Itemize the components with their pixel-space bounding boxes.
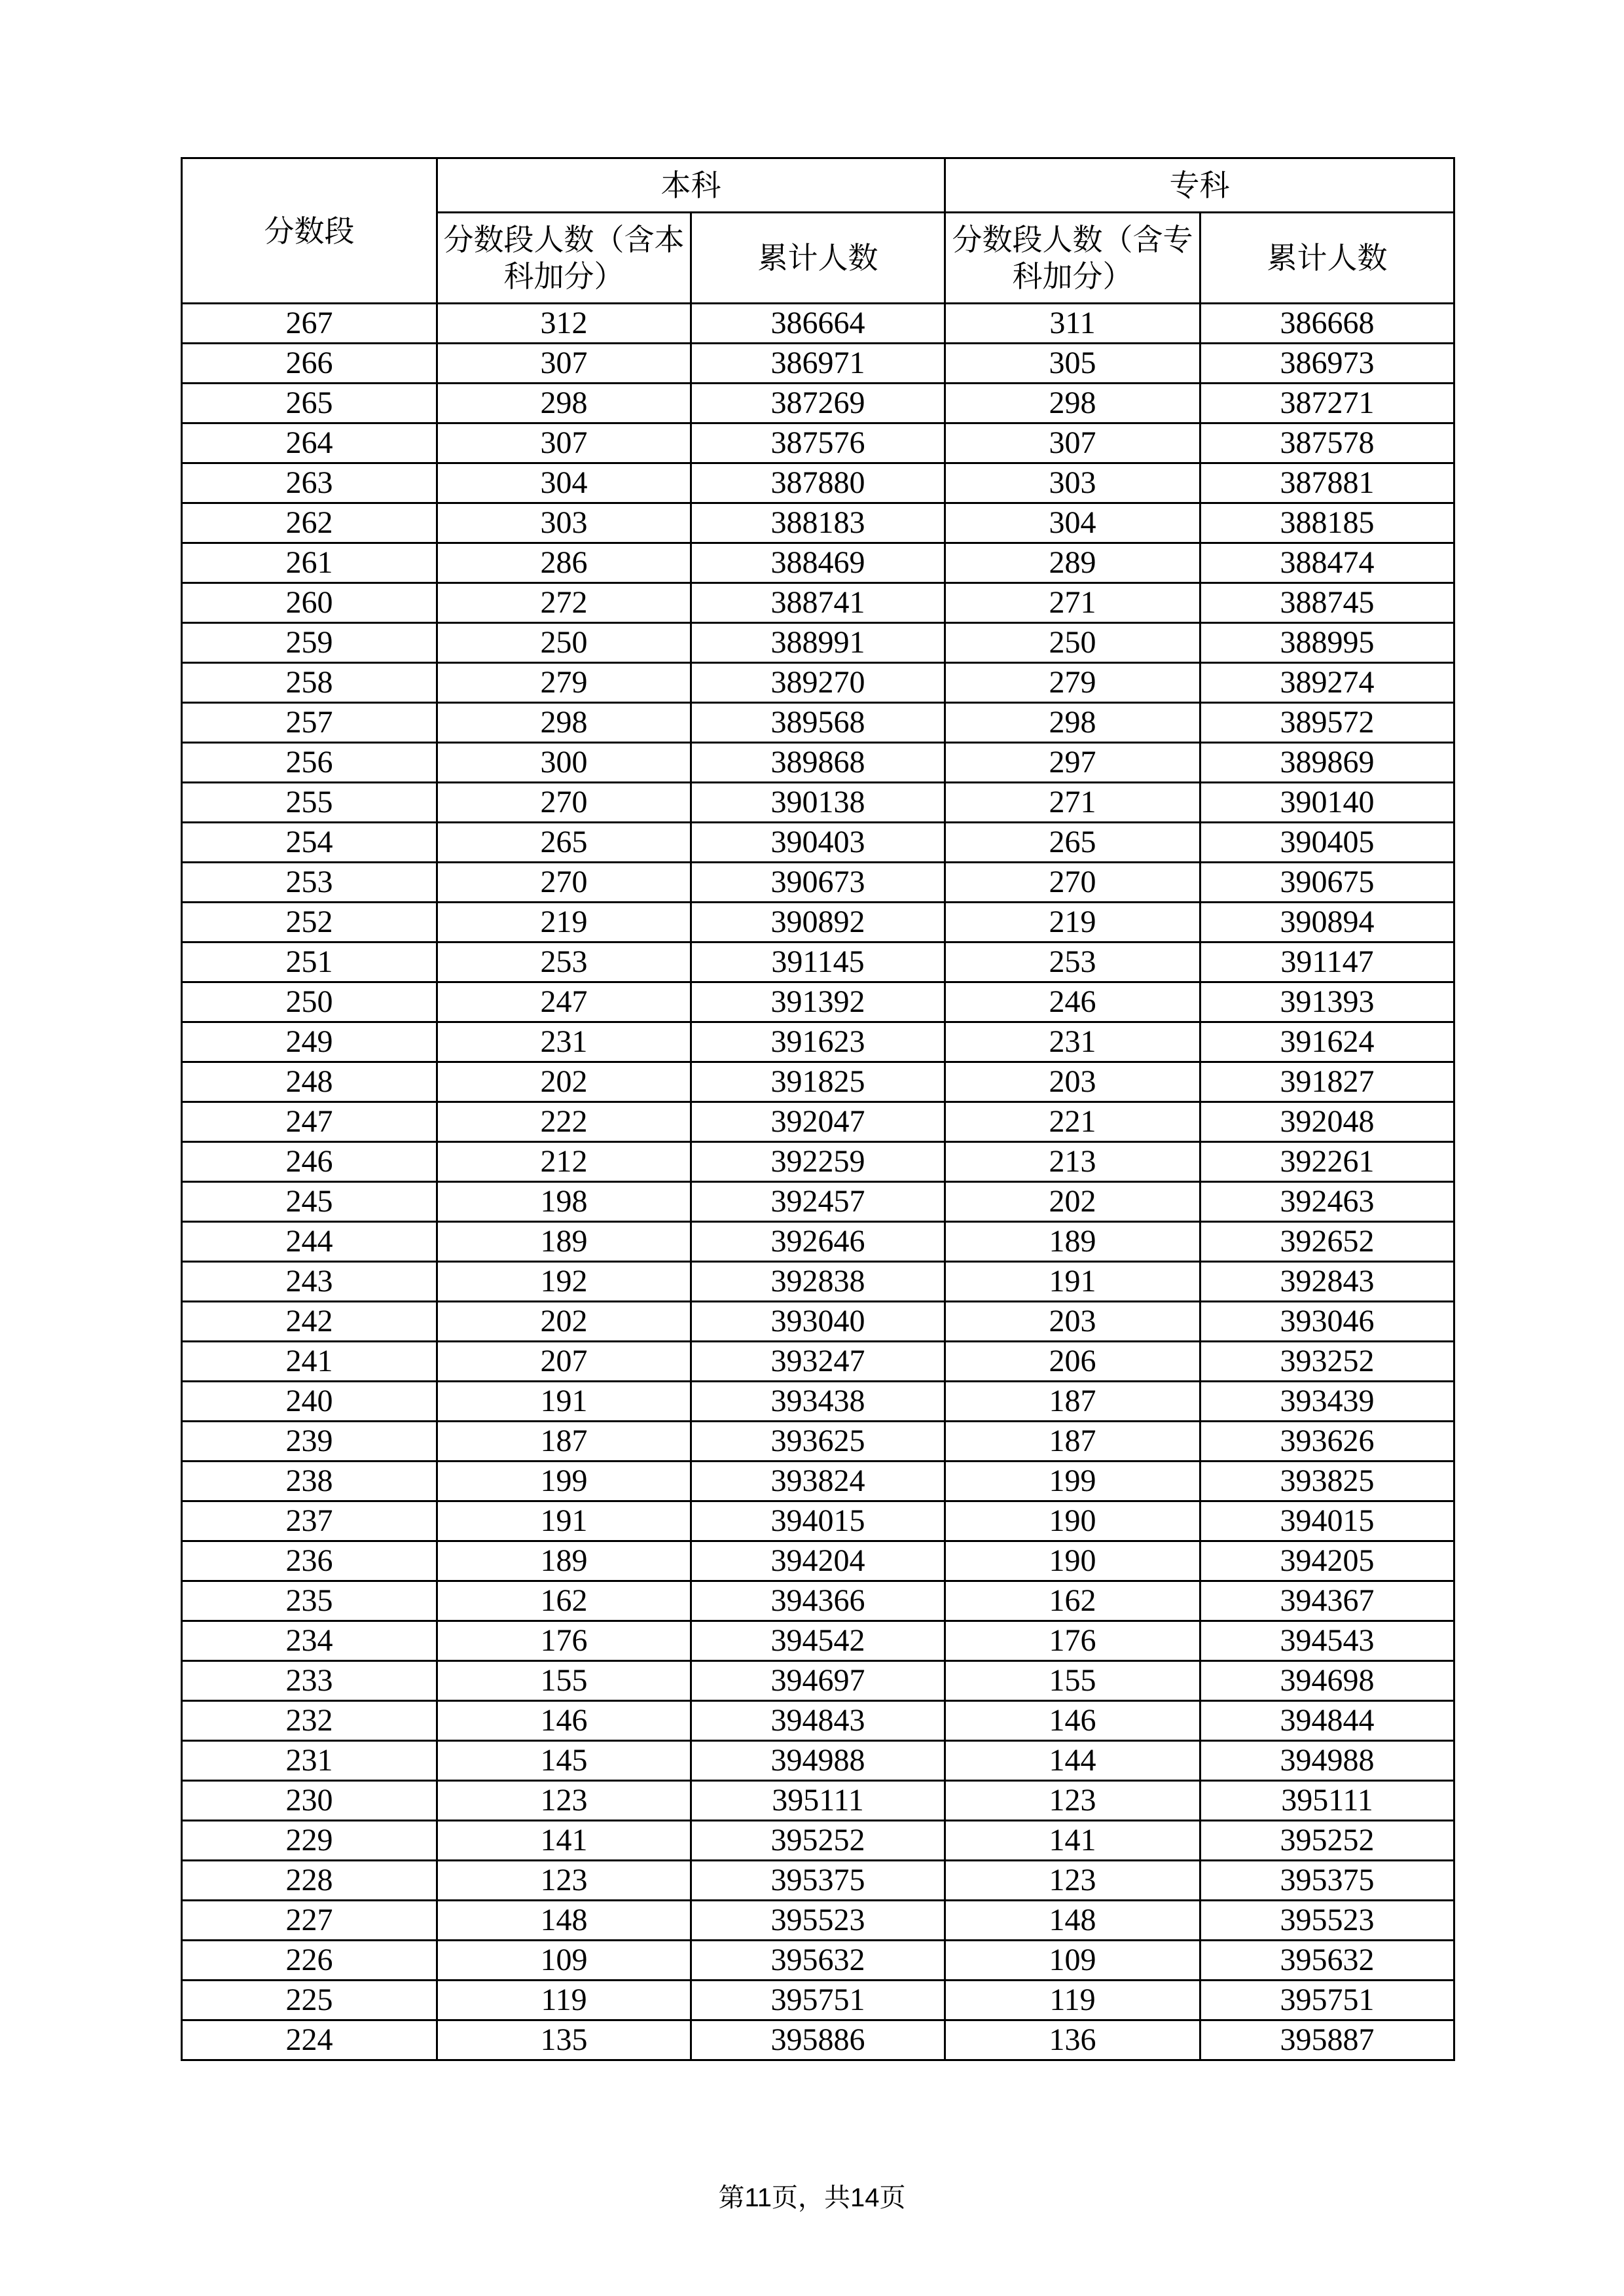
college-count-cell: 297 [945,743,1200,783]
college-cumulative-cell: 392048 [1200,1102,1454,1142]
college-count-cell: 190 [945,1541,1200,1581]
header-college-count: 分数段人数（含专科加分） [945,213,1200,304]
undergrad-cumulative-cell: 388469 [691,543,945,583]
undergrad-count-cell: 304 [437,463,691,503]
score-band-cell: 254 [182,823,437,863]
college-cumulative-cell: 390405 [1200,823,1454,863]
score-band-cell: 233 [182,1661,437,1701]
college-count-cell: 189 [945,1222,1200,1262]
college-count-cell: 162 [945,1581,1200,1621]
undergrad-count-cell: 123 [437,1781,691,1821]
undergrad-count-cell: 303 [437,503,691,543]
undergrad-cumulative-cell: 389270 [691,663,945,703]
table-header [182,158,1454,304]
undergrad-count-cell: 222 [437,1102,691,1142]
college-cumulative-cell: 389869 [1200,743,1454,783]
undergrad-count-cell: 231 [437,1022,691,1062]
table-row [182,783,1454,823]
score-band-cell: 236 [182,1541,437,1581]
college-count-cell: 289 [945,543,1200,583]
undergrad-cumulative-cell: 391145 [691,942,945,982]
college-count-cell: 307 [945,423,1200,463]
score-band-cell: 257 [182,703,437,743]
score-band-cell: 253 [182,863,437,903]
college-cumulative-cell: 395751 [1200,1981,1454,2020]
college-cumulative-cell: 387881 [1200,463,1454,503]
undergrad-count-cell: 109 [437,1941,691,1981]
score-band-cell: 266 [182,344,437,384]
undergrad-cumulative-cell: 393625 [691,1422,945,1462]
undergrad-count-cell: 300 [437,743,691,783]
table-row [182,463,1454,503]
college-count-cell: 271 [945,783,1200,823]
college-count-cell: 253 [945,942,1200,982]
undergrad-count-cell: 202 [437,1302,691,1342]
college-count-cell: 191 [945,1262,1200,1302]
undergrad-cumulative-cell: 391623 [691,1022,945,1062]
undergrad-cumulative-cell: 393438 [691,1382,945,1422]
table-row [182,1981,1454,2020]
college-cumulative-cell: 386668 [1200,304,1454,344]
table-row [182,2020,1454,2060]
score-band-cell: 261 [182,543,437,583]
score-band-cell: 256 [182,743,437,783]
undergrad-count-cell: 162 [437,1581,691,1621]
table-row [182,1422,1454,1462]
college-count-cell: 311 [945,304,1200,344]
table-row [182,583,1454,623]
college-cumulative-cell: 392463 [1200,1182,1454,1222]
college-count-cell: 304 [945,503,1200,543]
table-row [182,1821,1454,1861]
undergrad-cumulative-cell: 394843 [691,1701,945,1741]
undergrad-cumulative-cell: 394988 [691,1741,945,1781]
undergrad-cumulative-cell: 393040 [691,1302,945,1342]
college-count-cell: 219 [945,903,1200,942]
undergrad-cumulative-cell: 392457 [691,1182,945,1222]
college-cumulative-cell: 395523 [1200,1901,1454,1941]
undergrad-cumulative-cell: 393247 [691,1342,945,1382]
score-band-cell: 238 [182,1462,437,1501]
undergrad-count-cell: 192 [437,1262,691,1302]
table-row [182,304,1454,344]
undergrad-count-cell: 199 [437,1462,691,1501]
college-cumulative-cell: 393626 [1200,1422,1454,1462]
undergrad-count-cell: 189 [437,1222,691,1262]
table-body [182,304,1454,2060]
undergrad-count-cell: 198 [437,1182,691,1222]
score-distribution-table [181,157,1455,2061]
undergrad-count-cell: 146 [437,1701,691,1741]
score-band-cell: 235 [182,1581,437,1621]
college-cumulative-cell: 391624 [1200,1022,1454,1062]
undergrad-count-cell: 148 [437,1901,691,1941]
score-band-cell: 230 [182,1781,437,1821]
table-row [182,1541,1454,1581]
undergrad-cumulative-cell: 394204 [691,1541,945,1581]
undergrad-cumulative-cell: 394366 [691,1581,945,1621]
college-count-cell: 141 [945,1821,1200,1861]
table-row [182,703,1454,743]
score-band-cell: 241 [182,1342,437,1382]
header-row-top [182,158,1454,213]
college-count-cell: 119 [945,1981,1200,2020]
score-band-cell: 260 [182,583,437,623]
undergrad-cumulative-cell: 391825 [691,1062,945,1102]
college-count-cell: 246 [945,982,1200,1022]
score-band-cell: 252 [182,903,437,942]
undergrad-cumulative-cell: 389568 [691,703,945,743]
score-band-cell: 263 [182,463,437,503]
table-row [182,384,1454,423]
header-score-band: 分数段 [182,158,437,304]
college-cumulative-cell: 387271 [1200,384,1454,423]
table-row [182,982,1454,1022]
undergrad-count-cell: 155 [437,1661,691,1701]
undergrad-cumulative-cell: 392259 [691,1142,945,1182]
score-band-cell: 259 [182,623,437,663]
college-cumulative-cell: 390894 [1200,903,1454,942]
score-band-cell: 234 [182,1621,437,1661]
score-band-cell: 244 [182,1222,437,1262]
undergrad-count-cell: 298 [437,384,691,423]
undergrad-cumulative-cell: 392047 [691,1102,945,1142]
undergrad-count-cell: 250 [437,623,691,663]
undergrad-count-cell: 145 [437,1741,691,1781]
table-row [182,1581,1454,1621]
college-count-cell: 203 [945,1302,1200,1342]
undergrad-count-cell: 191 [437,1501,691,1541]
score-band-cell: 247 [182,1102,437,1142]
table-row [182,663,1454,703]
college-cumulative-cell: 390140 [1200,783,1454,823]
table-row [182,1102,1454,1142]
college-cumulative-cell: 388185 [1200,503,1454,543]
college-cumulative-cell: 389572 [1200,703,1454,743]
header-undergrad-cumulative: 累计人数 [691,213,945,304]
college-count-cell: 144 [945,1741,1200,1781]
college-cumulative-cell: 393439 [1200,1382,1454,1422]
undergrad-count-cell: 247 [437,982,691,1022]
college-cumulative-cell: 394205 [1200,1541,1454,1581]
undergrad-cumulative-cell: 388183 [691,503,945,543]
college-count-cell: 123 [945,1781,1200,1821]
undergrad-count-cell: 202 [437,1062,691,1102]
table-row [182,1941,1454,1981]
college-count-cell: 271 [945,583,1200,623]
college-count-cell: 298 [945,384,1200,423]
college-cumulative-cell: 394988 [1200,1741,1454,1781]
college-count-cell: 176 [945,1621,1200,1661]
table-row [182,1741,1454,1781]
undergrad-cumulative-cell: 395886 [691,2020,945,2060]
undergrad-count-cell: 135 [437,2020,691,2060]
college-count-cell: 305 [945,344,1200,384]
undergrad-cumulative-cell: 386971 [691,344,945,384]
table-row [182,1661,1454,1701]
undergrad-count-cell: 187 [437,1422,691,1462]
undergrad-cumulative-cell: 395252 [691,1821,945,1861]
college-cumulative-cell: 395252 [1200,1821,1454,1861]
college-count-cell: 203 [945,1062,1200,1102]
score-band-cell: 226 [182,1941,437,1981]
score-band-cell: 227 [182,1901,437,1941]
college-count-cell: 231 [945,1022,1200,1062]
undergrad-count-cell: 141 [437,1821,691,1861]
college-count-cell: 270 [945,863,1200,903]
college-count-cell: 136 [945,2020,1200,2060]
college-count-cell: 279 [945,663,1200,703]
college-cumulative-cell: 392652 [1200,1222,1454,1262]
undergrad-cumulative-cell: 390892 [691,903,945,942]
table-row [182,1901,1454,1941]
undergrad-cumulative-cell: 390403 [691,823,945,863]
college-cumulative-cell: 391393 [1200,982,1454,1022]
table-row [182,1462,1454,1501]
undergrad-cumulative-cell: 395632 [691,1941,945,1981]
college-count-cell: 199 [945,1462,1200,1501]
college-cumulative-cell: 390675 [1200,863,1454,903]
college-cumulative-cell: 391147 [1200,942,1454,982]
score-band-cell: 250 [182,982,437,1022]
score-band-cell: 224 [182,2020,437,2060]
table-row [182,863,1454,903]
table-row [182,543,1454,583]
page-footer [0,2177,1624,2214]
score-band-cell: 258 [182,663,437,703]
table-row [182,823,1454,863]
score-band-cell: 249 [182,1022,437,1062]
college-cumulative-cell: 392261 [1200,1142,1454,1182]
table-row [182,503,1454,543]
college-cumulative-cell: 394844 [1200,1701,1454,1741]
college-cumulative-cell: 394367 [1200,1581,1454,1621]
score-band-cell: 262 [182,503,437,543]
college-cumulative-cell: 394015 [1200,1501,1454,1541]
table-row [182,1142,1454,1182]
college-count-cell: 303 [945,463,1200,503]
score-band-cell: 267 [182,304,437,344]
college-count-cell: 221 [945,1102,1200,1142]
undergrad-count-cell: 286 [437,543,691,583]
college-count-cell: 190 [945,1501,1200,1541]
undergrad-count-cell: 219 [437,903,691,942]
college-count-cell: 187 [945,1382,1200,1422]
table-row [182,743,1454,783]
score-band-cell: 242 [182,1302,437,1342]
footer-page-number: 11 [744,2183,772,2212]
college-cumulative-cell: 388745 [1200,583,1454,623]
table-row [182,1262,1454,1302]
undergrad-cumulative-cell: 395523 [691,1901,945,1941]
college-count-cell: 148 [945,1901,1200,1941]
college-count-cell: 265 [945,823,1200,863]
college-count-cell: 123 [945,1861,1200,1901]
college-cumulative-cell: 394698 [1200,1661,1454,1701]
undergrad-count-cell: 270 [437,863,691,903]
table-row [182,1022,1454,1062]
score-band-cell: 232 [182,1701,437,1741]
table-row [182,903,1454,942]
header-undergrad: 本科 [437,158,945,213]
undergrad-cumulative-cell: 394697 [691,1661,945,1701]
college-count-cell: 213 [945,1142,1200,1182]
undergrad-cumulative-cell: 386664 [691,304,945,344]
college-count-cell: 109 [945,1941,1200,1981]
college-cumulative-cell: 388474 [1200,543,1454,583]
college-count-cell: 250 [945,623,1200,663]
college-cumulative-cell: 388995 [1200,623,1454,663]
college-count-cell: 206 [945,1342,1200,1382]
header-college: 专科 [945,158,1454,213]
table-row [182,1501,1454,1541]
table-row [182,1062,1454,1102]
table-row [182,1382,1454,1422]
undergrad-cumulative-cell: 387880 [691,463,945,503]
undergrad-cumulative-cell: 392838 [691,1262,945,1302]
table-row [182,423,1454,463]
score-band-cell: 228 [182,1861,437,1901]
college-count-cell: 187 [945,1422,1200,1462]
undergrad-cumulative-cell: 394542 [691,1621,945,1661]
table-row [182,942,1454,982]
header-college-cumulative: 累计人数 [1200,213,1454,304]
undergrad-cumulative-cell: 393824 [691,1462,945,1501]
undergrad-cumulative-cell: 395751 [691,1981,945,2020]
undergrad-count-cell: 253 [437,942,691,982]
undergrad-cumulative-cell: 391392 [691,982,945,1022]
undergrad-cumulative-cell: 394015 [691,1501,945,1541]
college-cumulative-cell: 391827 [1200,1062,1454,1102]
score-band-cell: 264 [182,423,437,463]
score-band-cell: 265 [182,384,437,423]
undergrad-count-cell: 119 [437,1981,691,2020]
undergrad-count-cell: 307 [437,423,691,463]
undergrad-count-cell: 191 [437,1382,691,1422]
undergrad-cumulative-cell: 395111 [691,1781,945,1821]
score-band-cell: 240 [182,1382,437,1422]
undergrad-count-cell: 307 [437,344,691,384]
undergrad-count-cell: 189 [437,1541,691,1581]
college-cumulative-cell: 395375 [1200,1861,1454,1901]
undergrad-cumulative-cell: 387269 [691,384,945,423]
college-cumulative-cell: 389274 [1200,663,1454,703]
table-row [182,1701,1454,1741]
undergrad-count-cell: 312 [437,304,691,344]
table-row [182,1182,1454,1222]
footer-middle: 页，共 [772,2183,851,2213]
undergrad-cumulative-cell: 388991 [691,623,945,663]
score-band-cell: 255 [182,783,437,823]
table-row [182,1302,1454,1342]
score-band-cell: 245 [182,1182,437,1222]
undergrad-cumulative-cell: 392646 [691,1222,945,1262]
table-row [182,623,1454,663]
college-cumulative-cell: 395887 [1200,2020,1454,2060]
undergrad-count-cell: 265 [437,823,691,863]
undergrad-count-cell: 176 [437,1621,691,1661]
college-cumulative-cell: 393046 [1200,1302,1454,1342]
college-count-cell: 202 [945,1182,1200,1222]
undergrad-count-cell: 123 [437,1861,691,1901]
score-band-cell: 251 [182,942,437,982]
undergrad-count-cell: 279 [437,663,691,703]
header-undergrad-count: 分数段人数（含本科加分） [437,213,691,304]
undergrad-cumulative-cell: 387576 [691,423,945,463]
footer-prefix: 第 [718,2183,745,2213]
table-row [182,1222,1454,1262]
undergrad-count-cell: 212 [437,1142,691,1182]
score-band-cell: 248 [182,1062,437,1102]
table-row [182,1342,1454,1382]
score-band-cell: 231 [182,1741,437,1781]
college-count-cell: 146 [945,1701,1200,1741]
undergrad-count-cell: 270 [437,783,691,823]
undergrad-count-cell: 272 [437,583,691,623]
footer-suffix: 页 [879,2183,906,2213]
score-band-cell: 229 [182,1821,437,1861]
footer-total-pages: 14 [850,2183,880,2212]
score-band-cell: 243 [182,1262,437,1302]
college-count-cell: 298 [945,703,1200,743]
score-band-cell: 225 [182,1981,437,2020]
college-cumulative-cell: 395111 [1200,1781,1454,1821]
college-cumulative-cell: 387578 [1200,423,1454,463]
college-cumulative-cell: 395632 [1200,1941,1454,1981]
undergrad-cumulative-cell: 389868 [691,743,945,783]
college-cumulative-cell: 386973 [1200,344,1454,384]
undergrad-cumulative-cell: 395375 [691,1861,945,1901]
undergrad-cumulative-cell: 390138 [691,783,945,823]
college-cumulative-cell: 393825 [1200,1462,1454,1501]
college-cumulative-cell: 392843 [1200,1262,1454,1302]
score-band-cell: 237 [182,1501,437,1541]
table-row [182,1621,1454,1661]
undergrad-cumulative-cell: 390673 [691,863,945,903]
score-band-cell: 246 [182,1142,437,1182]
college-cumulative-cell: 394543 [1200,1621,1454,1661]
undergrad-cumulative-cell: 388741 [691,583,945,623]
score-band-cell: 239 [182,1422,437,1462]
college-count-cell: 155 [945,1661,1200,1701]
table-row [182,1861,1454,1901]
table-row [182,344,1454,384]
table-row [182,1781,1454,1821]
undergrad-count-cell: 207 [437,1342,691,1382]
college-cumulative-cell: 393252 [1200,1342,1454,1382]
undergrad-count-cell: 298 [437,703,691,743]
